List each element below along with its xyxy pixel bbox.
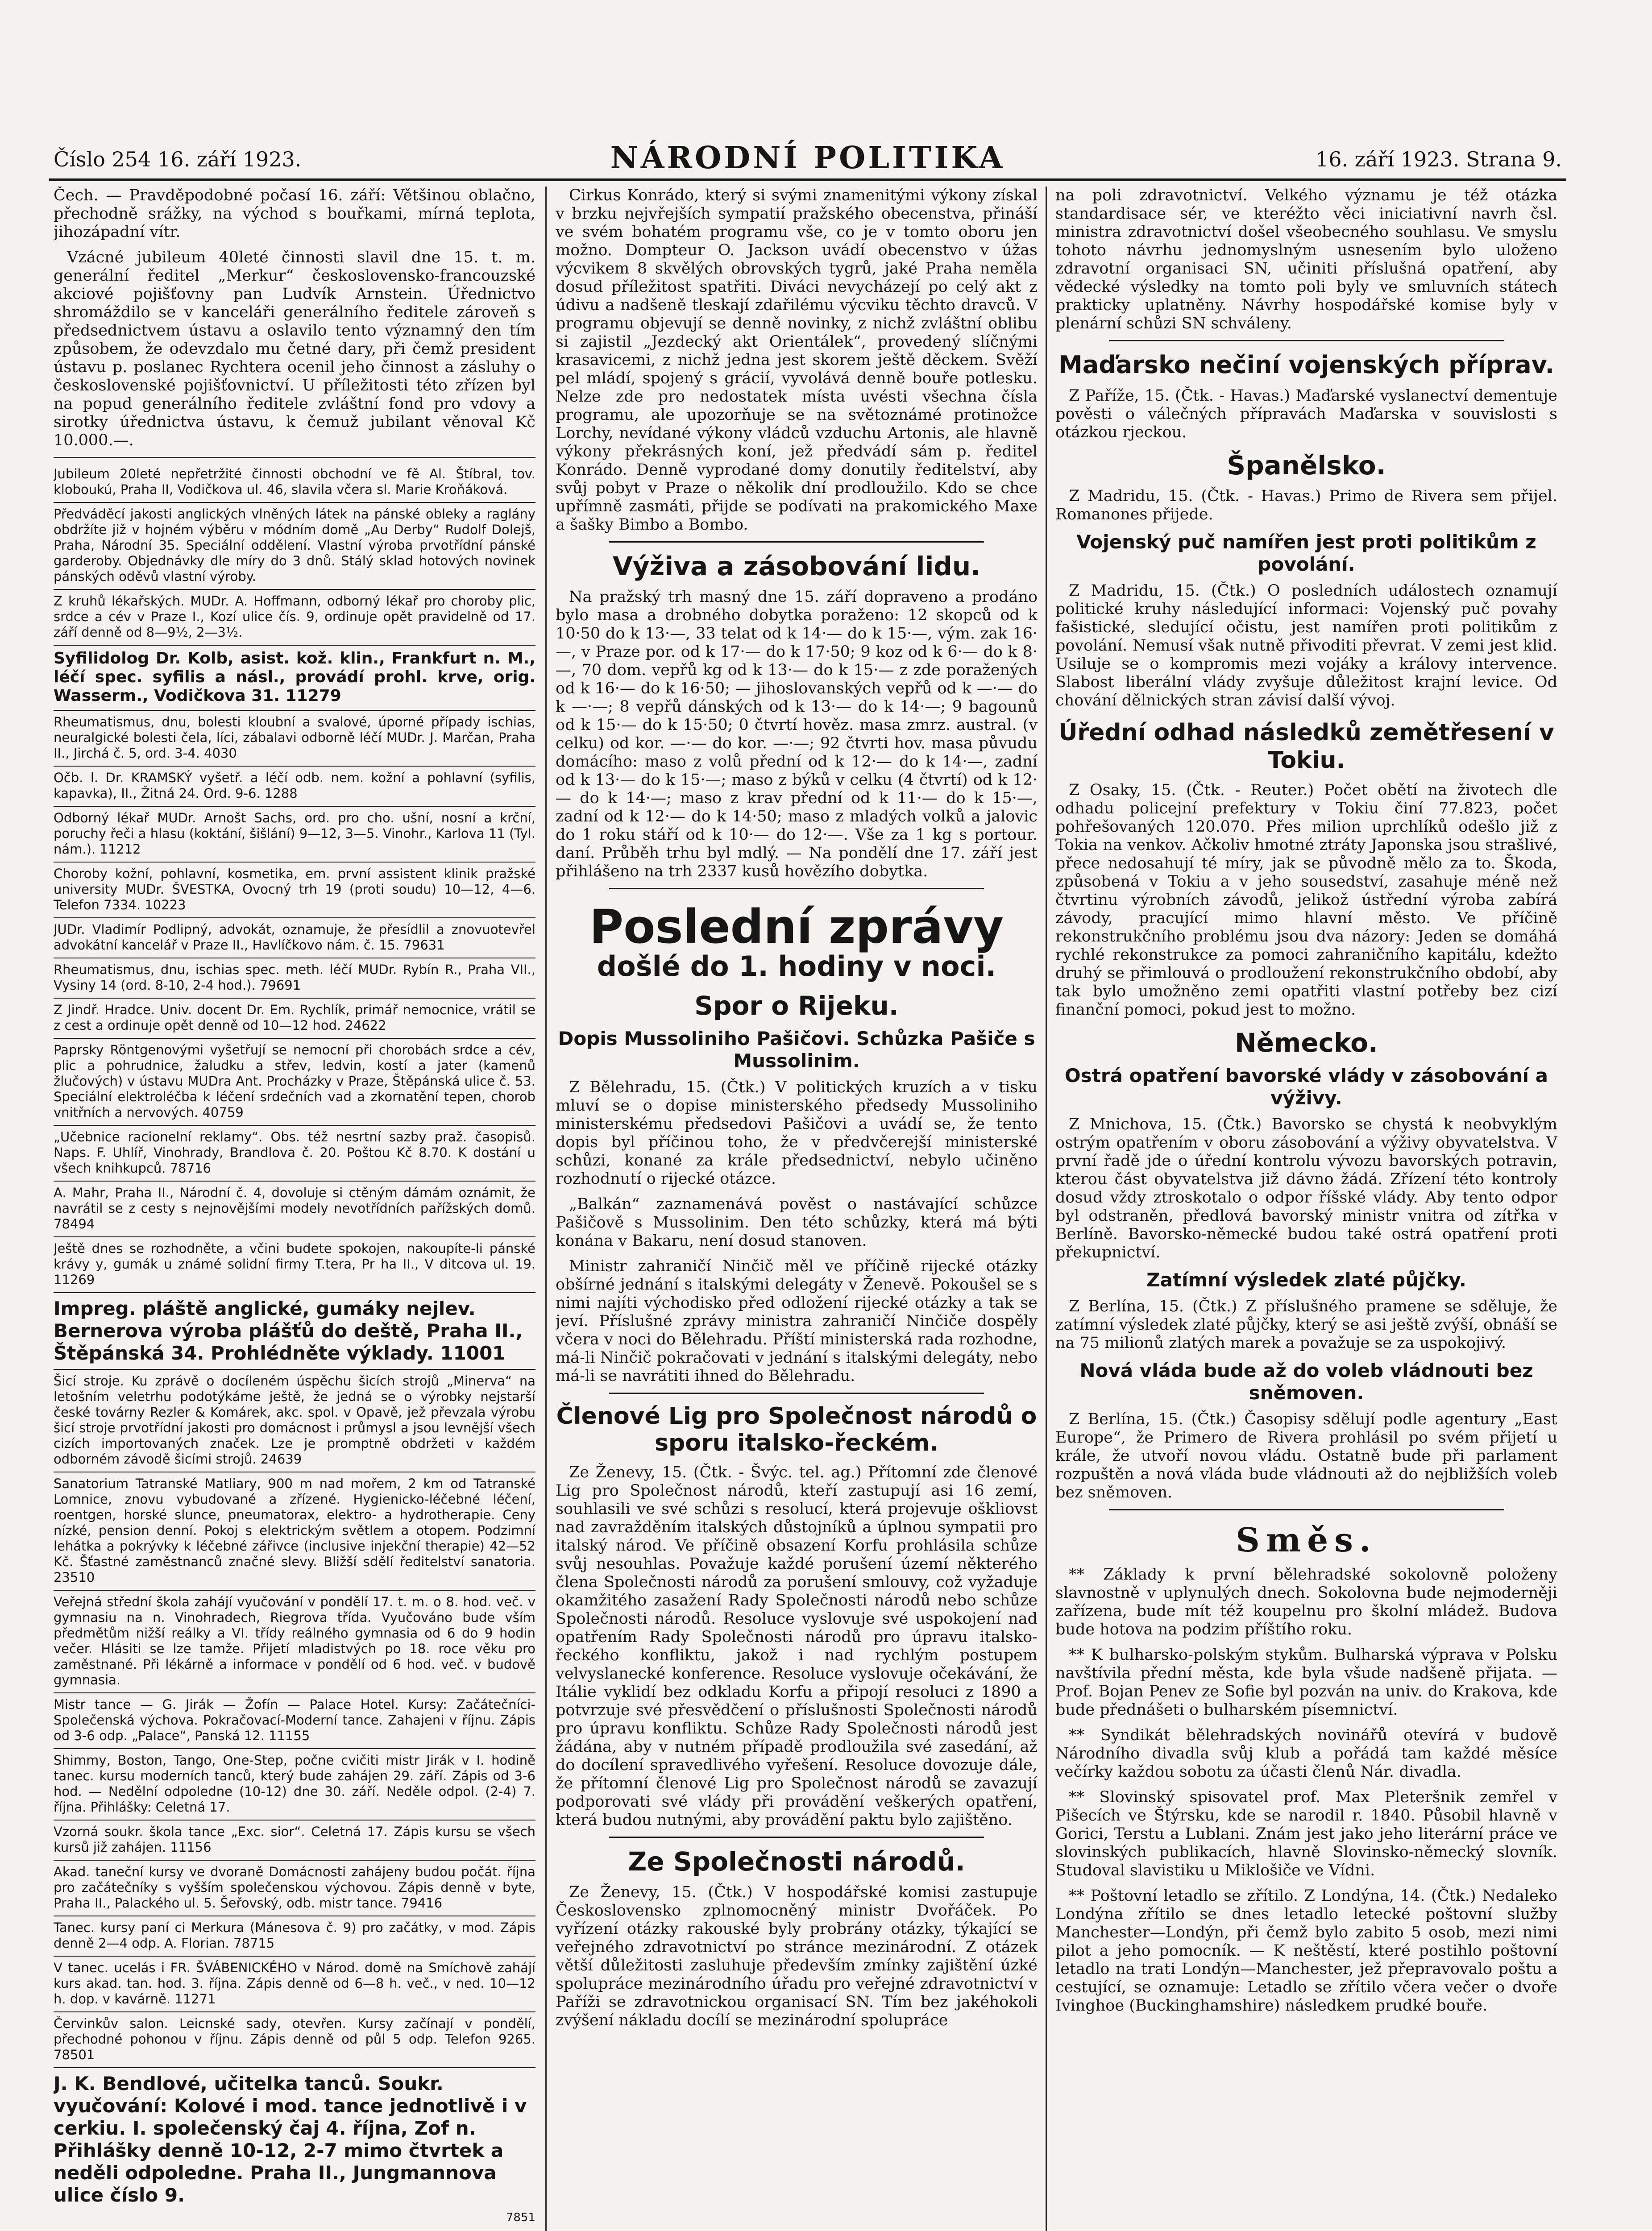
weather-report: Čech. — Pravděpodobné počasí 16. září: Většinou oblačno, přechodně srážky, na východ s bouřkami, mírná teplota, jihozápadní vítr.: [54, 187, 535, 241]
news-item: ** Syndikát bělehradských novinářů otevírá v budově Národního divadla svůj klub a pořádá tam každé měsíce večírky každou sobotu za účasti členů Nár. divadla.: [1055, 1726, 1557, 1781]
headline-vlada: Nová vláda bude až do voleb vládnouti bez sněmoven.: [1079, 1360, 1533, 1404]
issue-info: Číslo 254 16. září 1923.: [54, 147, 302, 171]
header-rule: [49, 178, 1566, 181]
advertisement: Červinkův salon. Leicnské sady, otevřen. Kursy začínají v pondělí, přechodné pohonou v říjnu. Zápis denně od půl 5 odp. Telefon 9265. 78501: [54, 2012, 535, 2068]
paragraph: Z Paříže, 15. (Čtk. - Havas.) Maďarské vyslanectví dementuje pověsti o válečných přípravách Maďarska v souvislosti s otázkou rjeckou.: [1055, 387, 1557, 441]
paragraph: na poli zdravotnictví. Velkého významu je též otázka standardisace sér, ve kteréžto věci iniciativní navrh čsl. ministra zdravotnictví došel všeobecného souhlasu. Ve smyslu tohoto návrhu jednomyslným usnesením bylo uloženo zdravotní organisaci SN, učiniti příslušná opatření, aby vědecké výsledky na tomto poli byly ve smluvních státech prakticky uplatněny. Návrhy hospodářské komise byly v plenární schůzi SN schváleny.: [1055, 187, 1557, 332]
advertisement: Odborný lékař MUDr. Arnošt Sachs, ord. pro cho. ušní, nosní a krční, poruchy řeči a hlasu (koktání, šišlání) 9—12, 3—5. Vinohr., Karlova 11 (Tyl. nám.). 11212: [54, 807, 535, 863]
headline-puc: Vojenský puč namířen jest proti politikům z povolání.: [1076, 531, 1536, 575]
advertisement: Z Jindř. Hradce. Univ. docent Dr. Em. Rychlík, primář nemocnice, vrátil se z cest a ordinuje opět denně od 10—12 hod. 24622: [54, 999, 535, 1039]
advertisement: Paprsky Röntgenovými vyšetřují se nemocní při chorobách srdce a cév, plic a pohrudnice, žaludku a střev, ledvin, kostí a jater (kamenů žlučových) v ústavu MUDra Ant. Procházky v Praze, Štěpánská ulice č. 53. Speciální elektroléčba k léčení srdečních vad a zkornatění tepen, chorob vnitřních a nervových. 40759: [54, 1039, 535, 1126]
advertisement: Z kruhů lékařských. MUDr. A. Hoffmann, odborný lékař pro choroby plic, srdce a cév v Praze I., Kozí ulice čís. 9, ordinuje opět pravidelně od 17. září denně od 8—9½, 2—3½.: [54, 590, 535, 646]
column-1: [54, 187, 535, 2231]
article-jubileum: Vzácné jubileum 40leté činnosti slavil dne 15. t. m. generální ředitel „Merkur“ československo-francouzské akciové pojišťovny pan Ludvík Arnstein. Úřednictvo shromáždilo se v kanceláři generálního ředitele zároveň s předsednictvem ústavu a oslavilo tento významný den tím způsobem, že odevzdalo mu četné dary, při čemž president ústavu p. poslanec Rychtera ocenil jeho činnost a zásluhy o československé pojišťovnictví. U příležitosti této zřízen byl na popud generálního ředitele zvláštní fond pro vdovy a sirotky úřednictva ústavu, k čemuž jubilant věnoval Kč 10.000.—.: [54, 249, 535, 449]
paragraph: Z Bělehradu, 15. (Čtk.) V politických kruzích a v tisku mluví se o dopise ministerského předsedy Mussoliniho ministerskému předsedovi Pašičovi a uvádí se, že tento dopis byl příčinou toho, že v předvčerejší ministerské schůzi, konané za krále předsednictví, nebylo učiněno rozhodnutí o rijecké otázce.: [556, 1078, 1038, 1188]
page-header: [54, 134, 1562, 183]
advertisement-impreg: Impreg. pláště anglické, gumáky nejlev. Bernerova výroba plášťů do deště, Praha II., Štěpánská 34. Prohlédněte výklady. 11001: [54, 1293, 535, 1370]
paragraph: Z Berlína, 15. (Čtk.) Z příslušného pramene se sděluje, že zatímní výsledek zlaté půjčky, který se asi ještě zvýší, obnáší se na 75 milionů zlatých marek a považuje se za uspokojivý.: [1055, 1298, 1557, 1352]
paragraph: Z Madridu, 15. (Čtk. - Havas.) Primo de Rivera sem přijel. Romanones přijede.: [1055, 487, 1557, 523]
section-title-smes: Směs.: [1236, 1521, 1377, 1559]
news-item: ** K bulharsko-polským stykům. Bulharská výprava v Polsku navštívila přední města, kde byla všude nadšeně přijata. — Prof. Bojan Penev ze Sofie byl pozván na univ. do Krakova, kde bude přednášeti o bulharském písemnictví.: [1055, 1646, 1557, 1719]
article-cirkus: Cirkus Konrádo, který si svými znamenitými výkony získal v brzku nejvřejších sympatií pražského obecenstva, přináší ve svém bohatém programu vše, co je v tomto oboru jen možno. Dompteur O. Jackson uvádí obecenstvo v úžas výcvikem 8 skvělých obrovských tygrů, jaké Praha neměla dosud příležitost spatřiti. Diváci nevycházejí po celý akt z údivu a nadšeně tleskají zdařilému výcviku těchto dravců. V programu objevují se denně novinky, z nichž zvláštní oblibu si zajistil „Jezdecký akt Orientálek“, provedený slíčnými krasavicemi, z nichž jedna jest skorem ještě děckem. Svěží pel mládí, spojený s grácií, vyvolává denně bouře potlesku. Nelze zde pro nedostatek místa uvésti všechna čísla programu, ale upozorňuje se na světoznámé protinožce Lorchy, nevídané výkony vládců vzduchu Artonis, ale hlavně výkony překrásných koní, jež předvádí sám p. ředitel Konrádo. Denně vyprodané domy donutily ředitelství, aby svůj pobyt v Praze o několik dní prodloužilo. Kdo se chce upřímně zasmáti, přijde se podívati na prakomického Maxe a šašky Bimbo a Bombo.: [556, 187, 1038, 534]
advertisement: Rheumatismus, dnu, ischias spec. meth. léčí MUDr. Rybín R., Praha VII., Vysiny 14 (ord. 8-10, 2-4 hod.). 79691: [54, 958, 535, 999]
headline-tokio: Úřední odhad následků zemětřesení v Tokiu.: [1058, 719, 1554, 774]
divider: [609, 541, 984, 543]
divider: [609, 1393, 984, 1394]
headline-nemecko: Německo.: [1235, 1028, 1378, 1058]
advertisement: V tanec. ucelás i FR. ŠVÁBENICKÉHO v Národ. domě na Smíchově zahájí kurs akad. tan. hod. 3. října. Zápis denně od 6—8 h. več., v ned. 10—12 h. dop. v kavárně. 11271: [54, 1957, 535, 2012]
news-item: ** Slovinský spisovatel prof. Max Pleteršnik zemřel v Pišecích ve Štýrsku, kde se narodil r. 1840. Působil hlavně v Gorici, Terstu a Lublani. Znám jest jako jeho literární práce ve slovinských publikacích, hlavně Slovinsko-německý slovník. Studoval slavistiku u Miklošiče ve Vídni.: [1055, 1788, 1557, 1879]
advertisement: Mistr tance — G. Jirák — Žofín — Palace Hotel. Kursy: Začátečníci-Společenská výchova. Pokračovací-Moderní tance. Zahajeni v říjnu. Zápis od 3-6 odp. „Palace“, Panská 12. 11155: [54, 1693, 535, 1749]
headline-madarsko: Maďarsko nečiní vojenských příprav.: [1058, 351, 1554, 379]
news-item: ** Poštovní letadlo se zřítilo. Z Londýna, 14. (Čtk.) Nedaleko Londýna zřítilo se dnes letadlo letecké poštovní služby Manchester—Londýn, při čemž bylo zabito 5 osob, mezi nimi pilot a jeho pomocník. — K neštěstí, které postihlo poštovní letadlo na trati Londýn—Manchester, jež přepravovalo poštu a cestující, se oznamuje: Letadlo se zřítilo včera večer o dvoře Ivinghoe (Buckinghamshire) následkem prudké bouře.: [1055, 1887, 1557, 2015]
subheadline-rijeka: Dopis Mussoliniho Pašičovi. Schůzka Pašiče s Mussolinim.: [558, 1028, 1035, 1072]
advertisement: Choroby kožní, pohlavní, kosmetika, em. první assistent klinik pražské university MUDr. ŠVESTKA, Ovocný trh 19 (proti soudu) 10—12, 4—6. Telefon 7334. 10223: [54, 863, 535, 918]
column-2: [556, 187, 1038, 2231]
paragraph: Z Berlína, 15. (Čtk.) Časopisy sdělují podle agentury „East Europe“, že Primero de Rivera prohlásil po svém přijetí u krále, že utvoří novou vládu. Ostatně bude při parlament rozpuštěn a nová vláda bude vládnouti až do nejbližších voleb bez sněmoven.: [1055, 1410, 1557, 1501]
advertisement-bendl: J. K. Bendlové, učitelka tanců. Soukr. vyučování: Kolové i mod. tance jednotlivě i v cerkiu. I. společenský čaj 4. října, Zof n. Přihlášky denně 10-12, 2-7 mimo čtvrtek a neděli odpoledne. Praha II., Jungmannova ulice číslo 9.: [54, 2073, 527, 2206]
column-divider: [1046, 187, 1047, 2231]
paragraph: Ze Ženevy, 15. (Čtk. - Švýc. tel. ag.) Přítomní zde členové Lig pro Společnost národů, kteří zastupují asi 16 zemí, souhlasili ve své schůzi s resolucí, která projevuje oškliovst nad zavražděním italských důstojníků a úplnou sympatii pro italský národ. Ve příčině obsazení Korfu prohlásila schůze svůj nesouhlas. Považuje každé porušení území některého člena Společnosti národů za porušení smlouvy, což vyžaduje okamžitého zasažení Rady Společnosti národů nebo schůze Společnosti národů. Resoluce vyslovuje své uspokojení nad opatřením Rady Společnosti národů pro úpravu italsko-řeckého konfliktu, jakož i nad rychlým postupem velvyslanecké konference. Resoluce vyslovuje očekávání, že Itálie vyklidí bez odkladu Korfu a připojí resoluci z 1890 a potvrzuje své přesvědčení o příslušnosti Společnosti národů pro úpravu konfliktu. Schůze Rady Společnosti národů jest žádána, aby v nutném případě prodloužila své zasedání, až do docílení spravedlivého vyřešení. Resoluce dovozuje dále, že přítomní členové Lig pro Společnost národů se zavazují podporovati své vlády při provádění veškerých opatření, která budou nutnými, aby provádění paktu bylo zajištěno.: [556, 1464, 1038, 1829]
advertisement: Akad. taneční kursy ve dvoraně Domácnosti zahájeny budou počát. října pro začátečníky s vyšším společenskou výchovou. Zápis denně v byte, Praha II., Palackého ul. 5. Šeřovský, odb. mistr tance. 79416: [54, 1861, 535, 1916]
divider: [1109, 1509, 1504, 1510]
advertisement: JUDr. Vladimír Podlipný, advokát, oznamuje, že přesídlil a znovuotevřel advokátní kancelář v Praze II., Havlíčkovo nám. č. 15. 79631: [54, 918, 535, 958]
paragraph: Z Osaky, 15. (Čtk. - Reuter.) Počet obětí na životech dle odhadu policejní prefektury v Tokiu činí 77.823, počet pohřešovaných 120.070. Přes milion uprchlíků odešlo již z Tokia na venkov. Ačkoliv hmotné ztráty Japonska jsou strašlivé, přece nedosahují té míry, jak se původně mělo za to. Škoda, způsobená v Tokiu a v jeho sousedství, zasahuje méně než čtvrtinu výrobních závodů, jelikož ústřední výroba zabírá závody, pracující mimo hlavní město. Ve příčině rekonstrukčního problému jsou dva názory: Jeden se domáhá rychlé rekonstrukce za pomoci zahraničního kapitálu, kdežto druhý se přimlouvá o prodloužení rekonstrukčního období, aby tak bylo umožněno zemi opatřiti vlastní potřeby bez cizí finanční pomoci, pokud jest to možno.: [1055, 781, 1557, 1019]
paragraph: Z Mnichova, 15. (Čtk.) Bavorsko se chystá k neobvyklým ostrým opatřením v oboru zásobování a výživy obyvatelstva. V první řadě jde o úřední kontrolu vývozu bavorských potravin, kterou část obyvatelstva již dávno žádá. Zřízení této kontroly dosud vždy ztroskotalo o odpor říšské vlády. Aby tento odpor byl odstraněn, předlová bavorský ministr vnitra od zítřka v Berlíně. Bavorsko-německé budou také ostrá opatření proti překupnictví.: [1055, 1116, 1557, 1261]
divider: [609, 888, 984, 889]
column-3: [1055, 187, 1557, 2231]
advertisement: „Učebnice racionelní reklamy“. Obs. též nesrtní sazby praž. časopisů. Naps. F. Uhlíř, Vinohrady, Brandlova č. 20. Poštou Kč 8.70. K dostání u všech knihkupců. 78716: [54, 1126, 535, 1182]
headline-spanelsko: Španělsko.: [1227, 450, 1386, 481]
headline-bavorsko: Ostrá opatření bavorské vlády v zásobování a výživy.: [1065, 1065, 1548, 1109]
advertisement: Očb. l. Dr. KRAMSKÝ vyšetř. a léčí odb. nem. kožní a pohlavní (syfilis, kapavka), II., Žitná 24. Ord. 9-6. 1288: [54, 767, 535, 807]
divider: [609, 1837, 984, 1838]
advertisement: Syfilidolog Dr. Kolb, asist. kož. klin., Frankfurt n. M., léčí spec. syfilis a násl., provádí prohl. krve, orig. Wasserm., Vodičkova 31. 11279: [54, 646, 535, 711]
paragraph: Ze Ženevy, 15. (Čtk.) V hospodářské komisi zastupuje Československo zplnomocněný ministr Dvořáček. Po vyřízení otázky rakouské byly probrány otázky, týkající se veřejného zdravotnictví po stránce mezinárodní. Z otázek větší důležitosti zasluhuje především zmínky zajištění úzké spolupráce mezinárodního úřadu pro veřejné zdravotnictví v Paříži se zdravotnickou organisací SN. Tím bez jakéhokoli zvýšení nákladu docílí se mezinárodní spolupráce: [556, 1883, 1038, 2029]
advertisement: Vzorná soukr. škola tance „Exc. sior“. Celetná 17. Zápis kursu se všech kursů již zahájen. 11156: [54, 1820, 535, 1861]
advertisement: A. Mahr, Praha II., Národní č. 4, dovoluje si ctěným dámám oznámit, že navrátil se z cesty s nejnovějšími modely nevotřídních pařížských domů. 78494: [54, 1182, 535, 1237]
headline-pujcka: Zatímní výsledek zlaté půjčky.: [1146, 1269, 1466, 1291]
headline-rijeka: Spor o Rijeku.: [694, 991, 899, 1021]
advertisement: Předváděcí jakosti anglických vlněných látek na pánské obleky a raglány obdržíte již v hojném výběru v módním domě „Au Derby“ Rudolf Dolejš, Praha, Národní 35. Speciální oddělení. Vlastní výroba prvotřídní pánské garderoby. Objednávky dle míry do 3 dnů. Stálý sklad hotových novinek pánských oděvů vlastní výroby.: [54, 503, 535, 590]
article-vyziva: Na pražský trh masný dne 15. září dopraveno a prodáno bylo masa a drobného dobytka poraženo: 12 skopců od k 10·50 do k 13·—, 33 telat od k 14·— do k 15·—, vým. zak 16·—, v Praze por. od k 17·— do k 17·50; 9 koz od k 6·— do k 8·—, 70 dom. vepřů kg od k 13·— do k 15·— z zde poražených od k 16·— do k 16·50; — jihoslovanských vepřů od k —·— do k —·—; 8 vepřů dánských od k 13·— do k 14·—; 9 bagounů od k 15·— do k 15·50; 0 čtvrtí hověz. masa zmrz. austral. (v celku) od kor. —·— do kor. —·—; 92 čtvrti hov. masa půvudu domácího: maso z volů přední od k 12·— do k 14·—, zadní od k 13·— do k 15·—; maso z býků v celku (4 čtvrtí) od k 12·— do k 14·—; maso z krav přední od k 11·— do k 15·—, zadní od k 12·— do k 14·50; maso z mladých volků a jalovic do 1 roku stáří od k 10·— do 12·—. Vše za 1 kg s portour. daní. Průběh trhu byl mdlý. — Na pondělí dne 17. září jest přihlášeno na trh 2337 kusů hovězího dobytka.: [556, 588, 1038, 880]
advertisement: Tanec. kursy paní ci Merkura (Mánesova č. 9) pro začátky, v mod. Zápis denně 2—4 odp. A. Florian. 78715: [54, 1916, 535, 1957]
advertisement: Sanatorium Tatranské Matliary, 900 m nad mořem, 2 km od Tatranské Lomnice, znovu vybudované a zřízené. Hygienicko-léčebné léčení, roentgen, horské slunce, pneumatorax, elektro- a hydrotherapie. Ceny nízké, pension denní. Pokoj s elektrickým světlem a otopem. Podzimní lehátka a pokrývky k léčebné zářivce (inclusive injekční therapie) 42—52 Kč. Šťastné zaměstnanců značné slevy. Bližší sdělí ředitelství sanatoria. 23510: [54, 1472, 535, 1591]
advertisement: Jubileum 20leté nepřetržité činnosti obchodní ve fě Al. Štíbral, tov. kloboukú, Praha II, Vodičkova ul. 46, slavila včera sl. Marie Kroňáková.: [54, 463, 535, 503]
ad-number: 7851: [506, 2211, 535, 2224]
column-divider: [545, 187, 547, 2231]
headline-spolecnost: Ze Společnosti národů.: [628, 1846, 965, 1877]
section-title-vyziva: Výživa a zásobování lidu.: [612, 551, 981, 581]
paragraph: Ministr zahraničí Ninčič měl ve příčině rijecké otázky obšírné jednání s italskými delegáty v Ženevě. Pokoušel se s nimi najíti východisko před odložení rijecké otázky a tak se jeví. Příslušné zprávy ministra zahraničí Ninčiče dospěly včera v noci do Bělehradu. Příští ministerská rada rozhodne, má-li Ninčič pokračovati v jednání s italskými delegáty, nebo má-li se navrátiti ihned do Bělehradu.: [556, 1257, 1038, 1385]
advertisement: Veřejná střední škola zahájí vyučování v pondělí 17. t. m. o 8. hod. več. v gymnasiu na n. Vinohradech, Riegrova třída. Vyučováno bude vším předmětům nižší reálky a VI. třídy reálného gymnasia od 6 do 9 hodin večer. Hlásiti se lze tamže. Přijetí mladistvých po 18. roce věku pro zaměstnané. Při lékárně a informace v pondělí od 6 hod. več. v budově gymnasia.: [54, 1591, 535, 1693]
paragraph: Z Madridu, 15. (Čtk.) O posledních událostech oznamují politické kruhy následující informaci: Vojenský puč povahy fašistické, sledující očistu, jest namířen proti politikům z povolání. Nemusí však nutně přivoditi převrat. V zemi jest klid. Usiluje se o kompromis mezi vojáky a královy intervence. Slabost liberální vlády zvyšuje důležitost krajní levice. Od chování dělnických stran závisí další vývoj.: [1055, 582, 1557, 709]
advertisement: Ještě dnes se rozhodněte, a včini budete spokojen, nakoupíte-li pánské krávy y, gumák u známé solidní firmy T.tera, Pr ha II., V ditcova ul. 19. 11269: [54, 1237, 535, 1293]
section-title-posledni: Poslední zprávy: [589, 900, 1004, 954]
paragraph: „Balkán“ zaznamenává pověst o nastávající schůzce Pašičově s Mussolinim. Den této schůzky, která má býti konána v Bakaru, není dosud stanoven.: [556, 1195, 1038, 1250]
news-item: ** Základy k první bělehradské sokolovně položeny slavnostně v uplynulých dnech. Sokolovna bude nejmoderněji zařízena, bude mít též koupelnu pro školní mládež. Budova bude hotova na podzim příštího roku.: [1055, 1566, 1557, 1638]
divider: [1109, 340, 1504, 341]
masthead-title: NÁRODNÍ POLITIKA: [610, 140, 1005, 176]
section-subtitle-posledni: došlé do 1. hodiny v noci.: [597, 950, 996, 983]
advertisement: Rheumatismus, dnu, bolesti kloubní a svalové, úporné případy ischias, neuralgické bolesti čela, líci, zábalavi odborně léčí MUDr. J. Marčan, Praha II., Jirchá č. 5, ord. 3-4. 4030: [54, 711, 535, 767]
page-date-number: 16. září 1923. Strana 9.: [1315, 147, 1562, 171]
divider: [54, 457, 535, 458]
advertisement: Shimmy, Boston, Tango, One-Step, počne cvičiti mistr Jirák v I. hodině tanec. kursu moderních tanců, který bude zahájen 29. září. Zápis od 3-6 hod. — Nedělní odpoledne (10-12) dne 30. září. Neděle odpol. (2-4) 7. října. Přihlášky: Celetná 17.: [54, 1749, 535, 1820]
headline-lig: Členové Lig pro Společnost národů o sporu italsko-řeckém.: [556, 1403, 1037, 1456]
advertisement: Šicí stroje. Ku zprávě o docíleném úspěchu šicích strojů „Minerva“ na letošním veletrhu podotýkáme ještě, že jedná se o výrobky nejstarší české továrny Rezler & Komárek, akc. spol. v Opavě, jež převzala výrobu šicí stroje prvotřídní jakosti pro domácnost i průmysl a jsou levnější všech cizích importovaných značek. Lze je promptně obdržeti v každém odborném závodě šicími strojů. 24639: [54, 1370, 535, 1472]
